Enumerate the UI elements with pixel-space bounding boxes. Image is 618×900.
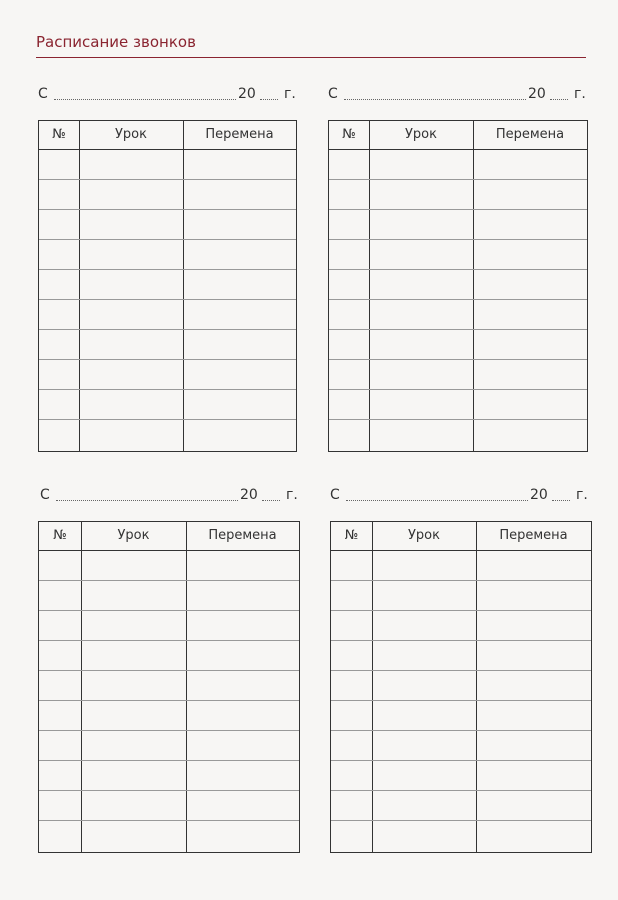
row-line (329, 389, 587, 390)
row-line (39, 790, 299, 791)
row-line (39, 820, 299, 821)
date-blank[interactable] (56, 500, 238, 501)
header-break: Перемена (499, 528, 568, 543)
year-blank[interactable] (550, 99, 568, 100)
row-line (39, 179, 296, 180)
column-divider (372, 522, 373, 852)
date-line-4 (330, 487, 592, 507)
date-year: 20 (240, 487, 258, 503)
header-lesson: Урок (405, 127, 437, 142)
row-line (39, 730, 299, 731)
row-line (39, 359, 296, 360)
year-blank[interactable] (260, 99, 278, 100)
date-line-2 (328, 86, 590, 106)
page-title: Расписание звонков (36, 33, 196, 51)
date-prefix: С (330, 487, 340, 503)
column-divider (473, 121, 474, 451)
table-header (39, 121, 296, 150)
row-line (329, 179, 587, 180)
row-line (39, 389, 296, 390)
table-header (39, 522, 299, 551)
row-line (331, 760, 591, 761)
header-number: № (344, 528, 359, 543)
year-blank[interactable] (262, 500, 280, 501)
row-line (331, 670, 591, 671)
row-line (329, 239, 587, 240)
row-line (39, 419, 296, 420)
row-line (39, 239, 296, 240)
year-blank[interactable] (552, 500, 570, 501)
header-lesson: Урок (117, 528, 150, 543)
row-line (39, 580, 299, 581)
row-line (329, 209, 587, 210)
table-header (329, 121, 587, 150)
column-divider (81, 522, 82, 852)
column-divider (79, 121, 80, 451)
date-line-1 (38, 86, 300, 106)
date-blank[interactable] (54, 99, 236, 100)
header-break: Перемена (205, 127, 274, 142)
row-line (39, 760, 299, 761)
row-line (331, 700, 591, 701)
date-blank[interactable] (344, 99, 526, 100)
row-line (329, 269, 587, 270)
schedule-table-2 (328, 120, 588, 452)
date-year: 20 (528, 86, 546, 102)
row-line (329, 299, 587, 300)
row-line (39, 670, 299, 671)
header-break: Перемена (208, 528, 277, 543)
row-line (331, 820, 591, 821)
column-divider (183, 121, 184, 451)
row-line (39, 640, 299, 641)
date-year: 20 (238, 86, 256, 102)
date-suffix: г. (284, 86, 296, 102)
row-line (331, 640, 591, 641)
row-line (331, 730, 591, 731)
row-line (331, 790, 591, 791)
date-suffix: г. (286, 487, 298, 503)
row-line (329, 359, 587, 360)
row-line (39, 269, 296, 270)
schedule-table-1 (38, 120, 297, 452)
title-divider (36, 57, 586, 58)
row-line (39, 610, 299, 611)
row-line (39, 209, 296, 210)
date-suffix: г. (574, 86, 586, 102)
row-line (39, 329, 296, 330)
row-line (331, 580, 591, 581)
date-suffix: г. (576, 487, 588, 503)
date-prefix: С (40, 487, 50, 503)
header-number: № (342, 127, 356, 142)
row-line (39, 700, 299, 701)
header-break: Перемена (495, 127, 565, 142)
row-line (331, 610, 591, 611)
date-prefix: С (38, 86, 48, 102)
date-blank[interactable] (346, 500, 528, 501)
row-line (39, 299, 296, 300)
row-line (329, 329, 587, 330)
row-line (329, 419, 587, 420)
column-divider (186, 522, 187, 852)
header-lesson: Урок (115, 127, 147, 142)
header-number: № (53, 528, 67, 543)
date-year: 20 (530, 487, 548, 503)
schedule-table-4 (330, 521, 592, 853)
column-divider (476, 522, 477, 852)
table-header (331, 522, 591, 551)
column-divider (369, 121, 370, 451)
date-line-3 (40, 487, 302, 507)
schedule-table-3 (38, 521, 300, 853)
header-number: № (52, 127, 66, 142)
header-lesson: Урок (408, 528, 440, 543)
date-prefix: С (328, 86, 338, 102)
